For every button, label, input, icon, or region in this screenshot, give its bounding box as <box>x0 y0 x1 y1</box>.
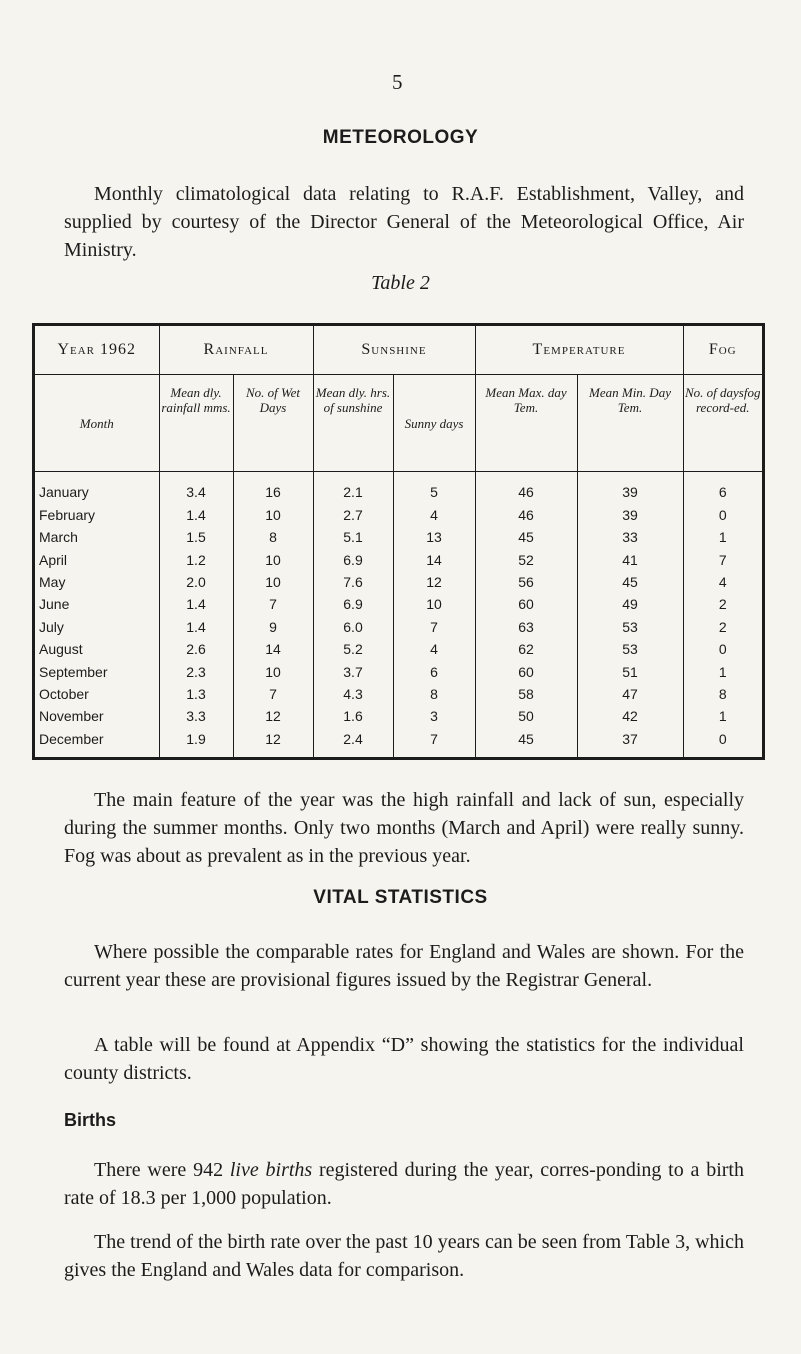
max-temp-cell: 45 <box>475 728 577 757</box>
rainfall-cell: 1.5 <box>159 526 233 548</box>
max-temp-cell: 46 <box>475 472 577 504</box>
month-col-header: Month <box>35 375 159 472</box>
summary-paragraph: The main feature of the year was the high rainfall and lack of sun, especially during the summer months. Only two months (March and April) were really sunny. Fog was about as prevalent as in the previous year. <box>64 789 744 867</box>
min-temp-cell: 45 <box>577 571 683 593</box>
births-paragraph-2: The trend of the birth rate over the past 10 years can be seen from Table 3, which gives the England and Wales data for comparison. <box>64 1231 744 1281</box>
sunny-days-cell: 3 <box>393 705 475 727</box>
rainfall-header: Rainfall <box>159 326 313 375</box>
fog-cell: 2 <box>718 618 727 635</box>
sunshine-cell: 5.1 <box>313 526 393 548</box>
births-heading: Births <box>64 1110 117 1130</box>
fog-header: Fog <box>708 341 737 358</box>
sunny-days-cell: 12 <box>393 571 475 593</box>
max-temp-cell: 62 <box>475 638 577 660</box>
sunshine-cell: 6.9 <box>313 548 393 570</box>
wet-days-cell: 10 <box>233 503 313 525</box>
month-cell: April <box>35 548 159 570</box>
births-text-start: There were 942 <box>94 1159 230 1181</box>
max-temp-cell: 46 <box>475 503 577 525</box>
rainfall-mean-col-header: Mean dly. rainfall mms. <box>159 375 233 472</box>
sunshine-cell: 2.4 <box>313 728 393 757</box>
rainfall-cell: 3.3 <box>159 705 233 727</box>
table-row <box>35 472 762 504</box>
month-cell: December <box>35 728 159 757</box>
vital-paragraph-1: Where possible the comparable rates for England and Wales are shown. For the current year these are provisional figures issued by the Registrar General. <box>64 941 744 991</box>
month-cell: June <box>35 593 159 615</box>
rainfall-cell: 3.4 <box>159 472 233 504</box>
wet-days-cell: 8 <box>233 526 313 548</box>
wet-days-col-header: No. of Wet Days <box>233 375 313 472</box>
table-row <box>35 728 762 757</box>
sunny-days-cell: 4 <box>393 638 475 660</box>
fog-cell: 7 <box>718 551 727 568</box>
year-header: Year 1962 <box>35 326 159 375</box>
month-cell: May <box>35 571 159 593</box>
fog-cell: 1 <box>718 663 727 680</box>
month-cell: January <box>35 472 159 504</box>
max-temp-cell: 50 <box>475 705 577 727</box>
sunny-days-cell: 7 <box>393 728 475 757</box>
sunshine-hours-col-header: Mean dly. hrs. of sunshine <box>313 375 393 472</box>
max-temp-cell: 56 <box>475 571 577 593</box>
sunshine-cell: 6.9 <box>313 593 393 615</box>
wet-days-cell: 16 <box>233 472 313 504</box>
sunny-days-cell: 4 <box>393 503 475 525</box>
month-cell: October <box>35 683 159 705</box>
min-temp-cell: 39 <box>577 503 683 525</box>
wet-days-cell: 10 <box>233 660 313 682</box>
min-temp-cell: 51 <box>577 660 683 682</box>
sunny-days-cell: 6 <box>393 660 475 682</box>
wet-days-cell: 7 <box>233 683 313 705</box>
wet-days-cell: 10 <box>233 571 313 593</box>
table-row <box>35 638 762 660</box>
table-row <box>35 548 762 570</box>
sunshine-cell: 7.6 <box>313 571 393 593</box>
rainfall-cell: 1.4 <box>159 616 233 638</box>
sunshine-cell: 2.1 <box>313 472 393 504</box>
fog-cell: 2 <box>718 596 727 613</box>
wet-days-cell: 12 <box>233 728 313 757</box>
intro-paragraph: Monthly climatological data relating to R.A.F. Establishment, Valley, and supplied by courtesy of the Director General of the Meteorological Office, Air Ministry. <box>64 183 744 261</box>
month-cell: November <box>35 705 159 727</box>
rainfall-cell: 2.0 <box>159 571 233 593</box>
fog-cell: 1 <box>718 529 727 546</box>
wet-days-cell: 9 <box>233 616 313 638</box>
table-row <box>35 616 762 638</box>
fog-cell: 0 <box>718 506 727 523</box>
wet-days-cell: 7 <box>233 593 313 615</box>
month-cell: September <box>35 660 159 682</box>
min-temp-cell: 53 <box>577 638 683 660</box>
month-cell: July <box>35 616 159 638</box>
min-temp-col-header: Mean Min. Day Tem. <box>577 375 683 472</box>
sunshine-cell: 1.6 <box>313 705 393 727</box>
month-cell: March <box>35 526 159 548</box>
vital-statistics-heading: VITAL STATISTICS <box>313 887 488 908</box>
sunshine-header: Sunshine <box>313 326 475 375</box>
fog-days-col-header: No. of daysfog record-ed. <box>685 385 761 415</box>
sunshine-cell: 2.7 <box>313 503 393 525</box>
max-temp-col-header: Mean Max. day Tem. <box>475 375 577 472</box>
table-row <box>35 683 762 705</box>
max-temp-cell: 60 <box>475 660 577 682</box>
sunny-days-cell: 10 <box>393 593 475 615</box>
sunny-days-col-header: Sunny days <box>393 375 475 472</box>
rainfall-cell: 1.4 <box>159 503 233 525</box>
table-row <box>35 593 762 615</box>
rainfall-cell: 1.2 <box>159 548 233 570</box>
min-temp-cell: 53 <box>577 616 683 638</box>
table-row <box>35 571 762 593</box>
sunny-days-cell: 14 <box>393 548 475 570</box>
month-cell: August <box>35 638 159 660</box>
table-row <box>35 660 762 682</box>
table-row <box>35 705 762 727</box>
sunny-days-cell: 7 <box>393 616 475 638</box>
fog-cell: 0 <box>718 641 727 658</box>
max-temp-cell: 52 <box>475 548 577 570</box>
vital-paragraph-2: A table will be found at Appendix “D” showing the statistics for the individual county districts. <box>64 1034 744 1084</box>
rainfall-cell: 1.4 <box>159 593 233 615</box>
min-temp-cell: 39 <box>577 472 683 504</box>
births-text-end: registered during the year, corres-ponding to a birth rate of 18.3 per 1,000 population. <box>64 1159 744 1209</box>
fog-cell: 4 <box>718 573 727 590</box>
temperature-header: Temperature <box>475 326 683 375</box>
wet-days-cell: 12 <box>233 705 313 727</box>
min-temp-cell: 37 <box>577 728 683 757</box>
min-temp-cell: 42 <box>577 705 683 727</box>
sunshine-cell: 3.7 <box>313 660 393 682</box>
live-births-emphasis: live births <box>229 1159 313 1181</box>
wet-days-cell: 10 <box>233 548 313 570</box>
fog-cell: 1 <box>718 708 727 725</box>
page-number: 5 <box>392 70 403 94</box>
rainfall-cell: 2.6 <box>159 638 233 660</box>
max-temp-cell: 45 <box>475 526 577 548</box>
sunny-days-cell: 5 <box>393 472 475 504</box>
sunny-days-cell: 13 <box>393 526 475 548</box>
sunshine-cell: 5.2 <box>313 638 393 660</box>
meteorology-heading: METEOROLOGY <box>322 127 479 148</box>
sunshine-cell: 6.0 <box>313 616 393 638</box>
wet-days-cell: 14 <box>233 638 313 660</box>
min-temp-cell: 49 <box>577 593 683 615</box>
sunny-days-cell: 8 <box>393 683 475 705</box>
table-caption: Table 2 <box>371 272 430 294</box>
table-row <box>35 503 762 525</box>
births-paragraph-1 <box>64 1156 744 1212</box>
rainfall-cell: 1.9 <box>159 728 233 757</box>
max-temp-cell: 63 <box>475 616 577 638</box>
month-cell: February <box>35 503 159 525</box>
max-temp-cell: 60 <box>475 593 577 615</box>
table-row <box>35 526 762 548</box>
min-temp-cell: 47 <box>577 683 683 705</box>
sunshine-cell: 4.3 <box>313 683 393 705</box>
rainfall-cell: 2.3 <box>159 660 233 682</box>
fog-cell: 0 <box>718 731 727 748</box>
min-temp-cell: 33 <box>577 526 683 548</box>
climate-table <box>32 323 765 760</box>
fog-cell: 6 <box>718 483 727 500</box>
min-temp-cell: 41 <box>577 548 683 570</box>
rainfall-cell: 1.3 <box>159 683 233 705</box>
fog-cell: 8 <box>718 686 727 703</box>
max-temp-cell: 58 <box>475 683 577 705</box>
